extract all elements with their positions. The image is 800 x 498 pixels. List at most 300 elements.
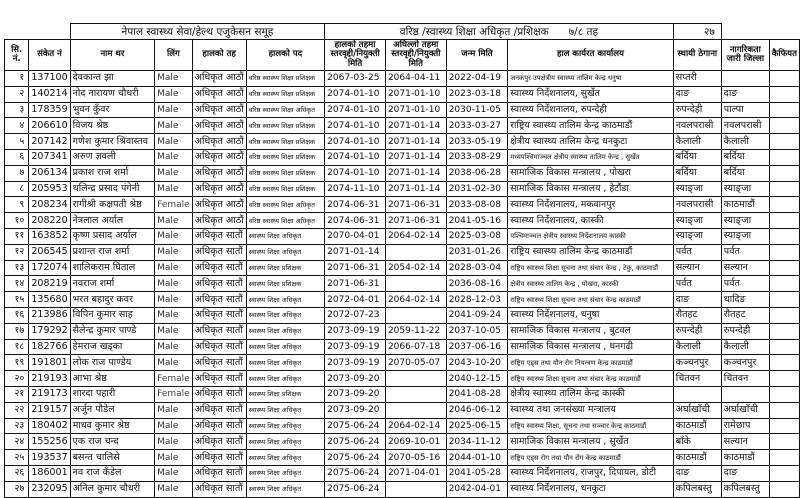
serial-number-cell: २३ <box>5 418 29 434</box>
permanent-address-cell: कैलाली <box>673 339 721 355</box>
permanent-address-cell: कैलाली <box>673 134 721 150</box>
citizenship-district-cell: कैलाली <box>721 134 769 150</box>
code-number-cell: 213986 <box>29 307 70 323</box>
permanent-address-cell: पर्वत <box>673 276 721 292</box>
date-of-birth-cell: 2033-03-27 <box>446 118 508 134</box>
date-of-birth-cell: 2023-03-18 <box>446 86 508 102</box>
citizenship-district-cell: स्याङ्जा <box>721 213 769 229</box>
current-post-cell: वरिष्ठ स्वास्थ्य शिक्षा प्रशिक्षक <box>246 134 324 150</box>
citizenship-district-cell: कञ्चनपुर <box>721 355 769 371</box>
previous-promotion-date-cell <box>385 402 446 418</box>
gender-cell: Male <box>155 213 193 229</box>
employee-name-cell: अनिल कुमार चौधरी <box>70 481 155 497</box>
permanent-address-cell: रौतहट <box>673 307 721 323</box>
date-of-birth-cell: 2034-11-12 <box>446 434 508 450</box>
employee-name-cell: देवकान्त झा <box>70 71 155 87</box>
permanent-address-cell: बर्दिया <box>673 165 721 181</box>
previous-promotion-date-cell: 2070-05-16 <box>385 450 446 466</box>
employee-name-cell: माधव कुमार श्रेष्ठ <box>70 418 155 434</box>
current-promotion-date-cell: 2073-09-20 <box>325 371 386 387</box>
code-number-cell: 163852 <box>29 228 70 244</box>
remarks-cell <box>769 465 799 481</box>
date-of-birth-cell: 2028-03-04 <box>446 260 508 276</box>
current-promotion-date-cell: 2074-11-10 <box>325 181 386 197</box>
table-row <box>5 260 800 276</box>
gender-cell: Male <box>155 149 193 165</box>
citizenship-district-cell: दाङ <box>721 86 769 102</box>
code-number-cell: 219193 <box>29 371 70 387</box>
current-promotion-date-cell: 2071-06-31 <box>325 276 386 292</box>
date-of-birth-cell: 2041-05-16 <box>446 213 508 229</box>
current-level-cell: अधिकृत सातौं <box>192 355 246 371</box>
header-current-promotion-date: हालको तहमा स्तरवृद्दी/नियुक्ती मिति <box>325 40 386 71</box>
current-office-cell: राष्ट्रिय स्वास्थ्य तालिम केन्द्र काठमाडौं <box>508 244 674 260</box>
current-post-cell: स्वास्थ्य शिक्षा प्रशिक्षक <box>246 276 324 292</box>
table-row <box>5 149 800 165</box>
employee-name-cell: शालिकराम घिताल <box>70 260 155 276</box>
table-row <box>5 402 800 418</box>
remarks-cell <box>769 165 799 181</box>
previous-promotion-date-cell: 2066-07-18 <box>385 339 446 355</box>
code-number-cell: 193537 <box>29 450 70 466</box>
permanent-address-cell: कपिलबस्तु <box>673 481 721 497</box>
current-post-cell: स्वास्थ्य शिक्षा प्रशिक्षक <box>246 386 324 402</box>
current-promotion-date-cell: 2074-01-10 <box>325 134 386 150</box>
employee-name-cell: एक राज चन्द <box>70 434 155 450</box>
current-level-cell: अधिकृत आठौं <box>192 118 246 134</box>
gender-cell: Male <box>155 228 193 244</box>
current-promotion-date-cell: 2074-01-10 <box>325 149 386 165</box>
code-number-cell: 219157 <box>29 402 70 418</box>
table-row <box>5 481 800 497</box>
remarks-cell <box>769 371 799 387</box>
code-number-cell: 207341 <box>29 149 70 165</box>
permanent-address-cell: रुपन्देही <box>673 102 721 118</box>
service-group-title: नेपाल स्वास्थ्य सेवा/हेल्थ एजुकेसन समूह <box>70 24 325 40</box>
table-row <box>5 339 800 355</box>
previous-promotion-date-cell: 2071-01-10 <box>385 102 446 118</box>
table-row <box>5 102 800 118</box>
current-promotion-date-cell: 2074-06-31 <box>325 213 386 229</box>
table-row <box>5 118 800 134</box>
code-number-cell: 172074 <box>29 260 70 276</box>
employee-name-cell: नव राज कँडेल <box>70 465 155 481</box>
current-promotion-date-cell: 2073-09-19 <box>325 323 386 339</box>
gender-cell: Male <box>155 134 193 150</box>
employee-name-cell: बसन्त चालिसे <box>70 450 155 466</box>
employee-name-cell: भरत बहादुर कवर <box>70 292 155 308</box>
current-office-cell: राष्ट्रिय स्वास्थ्य तालिम केन्द्र काठमाडौं <box>508 118 674 134</box>
current-promotion-date-cell: 2074-01-10 <box>325 86 386 102</box>
code-number-cell: 206610 <box>29 118 70 134</box>
date-of-birth-cell: 2041-08-28 <box>446 386 508 402</box>
citizenship-district-cell: काठमाडौं <box>721 450 769 466</box>
citizenship-district-cell: धादिङ <box>721 292 769 308</box>
serial-number-cell: १ <box>5 71 29 87</box>
serial-number-cell: १५ <box>5 292 29 308</box>
citizenship-district-cell: दाङ <box>721 465 769 481</box>
serial-number-cell: २१ <box>5 386 29 402</box>
employee-name-cell: कृष्ण प्रसाद अर्याल <box>70 228 155 244</box>
table-row <box>5 213 800 229</box>
current-office-cell: स्वास्थ्य निर्देशनालय, धनकुटा <box>508 481 674 497</box>
serial-number-cell: २५ <box>5 450 29 466</box>
previous-promotion-date-cell <box>385 307 446 323</box>
citizenship-district-cell: सल्यान <box>721 260 769 276</box>
code-number-cell: 186001 <box>29 465 70 481</box>
remarks-cell <box>769 213 799 229</box>
employee-name-cell: थलिन्द्र प्रसाद पंगेनी <box>70 181 155 197</box>
title-row <box>5 24 800 40</box>
table-row <box>5 323 800 339</box>
header-row <box>5 40 800 71</box>
current-post-cell: स्वास्थ्य शिक्षा अधिकृत <box>246 323 324 339</box>
header-sn: सि. नं. <box>5 40 29 71</box>
previous-promotion-date-cell: 2071-01-10 <box>385 86 446 102</box>
current-office-cell: राष्ट्रिय स्वास्थ्य शिक्षा सूचना तथा संचार केन्द्र काठमाडौं <box>508 292 674 308</box>
gender-cell: Male <box>155 71 193 87</box>
serial-number-cell: ३ <box>5 102 29 118</box>
permanent-address-cell: दाङ <box>673 86 721 102</box>
current-office-cell: स्वास्थ्य निर्देशनालय, मकवानपुर <box>508 197 674 213</box>
permanent-address-cell: काठमाडौं <box>673 450 721 466</box>
serial-number-cell: १८ <box>5 339 29 355</box>
code-number-cell: 219173 <box>29 386 70 402</box>
gender-cell: Male <box>155 355 193 371</box>
employee-name-cell: विपिन कुमार साह <box>70 307 155 323</box>
current-post-cell: स्वास्थ्य शिक्षा अधिकृत <box>246 228 324 244</box>
permanent-address-cell: काठमाडौं <box>673 418 721 434</box>
current-promotion-date-cell: 2075-06-24 <box>325 450 386 466</box>
current-level-cell: अधिकृत आठौं <box>192 134 246 150</box>
permanent-address-cell: बर्दिया <box>673 149 721 165</box>
date-of-birth-cell: 2025-06-15 <box>446 418 508 434</box>
previous-promotion-date-cell <box>385 371 446 387</box>
current-promotion-date-cell: 2073-09-19 <box>325 355 386 371</box>
remarks-cell <box>769 402 799 418</box>
citizenship-district-cell: स्याङ्जा <box>721 228 769 244</box>
employee-name-cell: अर्जुन पौडेल <box>70 402 155 418</box>
table-row <box>5 86 800 102</box>
gender-cell: Male <box>155 481 193 497</box>
serial-number-cell: १० <box>5 213 29 229</box>
previous-promotion-date-cell <box>385 244 446 260</box>
current-post-cell: स्वास्थ्य शिक्षा अधिकृत <box>246 292 324 308</box>
current-office-cell: स्वास्थ्य निर्देशनालय, सुर्खेत <box>508 86 674 102</box>
employee-name-cell: प्रशान्त राज शर्मा <box>70 244 155 260</box>
serial-number-cell: २० <box>5 371 29 387</box>
remarks-cell <box>769 102 799 118</box>
current-office-cell: सामाजिक विकास मन्त्रालय , पोखरा <box>508 165 674 181</box>
table-row <box>5 434 800 450</box>
date-of-birth-cell: 2044-01-10 <box>446 450 508 466</box>
current-level-cell: अधिकृत सातौं <box>192 244 246 260</box>
header-name: नाम थर <box>70 40 155 71</box>
code-number-cell: 207142 <box>29 134 70 150</box>
serial-number-cell: २ <box>5 86 29 102</box>
citizenship-district-cell: सल्यान <box>721 434 769 450</box>
date-of-birth-cell: 2028-12-03 <box>446 292 508 308</box>
current-level-cell: अधिकृत आठौं <box>192 197 246 213</box>
current-promotion-date-cell: 2075-06-24 <box>325 434 386 450</box>
current-level-cell: अधिकृत सातौं <box>192 434 246 450</box>
current-level-cell: अधिकृत सातौं <box>192 323 246 339</box>
date-of-birth-cell: 2042-04-01 <box>446 481 508 497</box>
remarks-cell <box>769 149 799 165</box>
remarks-cell <box>769 434 799 450</box>
current-post-cell: वरिष्ठ स्वास्थ्य शिक्षा प्रशिक्षक <box>246 149 324 165</box>
current-promotion-date-cell: 2071-01-14 <box>325 244 386 260</box>
previous-promotion-date-cell: 2071-06-31 <box>385 213 446 229</box>
code-number-cell: 208234 <box>29 197 70 213</box>
remarks-cell <box>769 292 799 308</box>
current-post-cell: स्वास्थ्य शिक्षा अधिकृत <box>246 402 324 418</box>
current-post-cell: वरिष्ठ स्वास्थ्य शिक्षा अधिकृत <box>246 213 324 229</box>
previous-promotion-date-cell: 2071-01-14 <box>385 165 446 181</box>
header-previous-promotion-date: अघिल्लो तहमा स्तरवृद्दी/नियुक्ती मिति <box>385 40 446 71</box>
citizenship-district-cell: चितवन <box>721 371 769 387</box>
current-promotion-date-cell: 2074-01-10 <box>325 118 386 134</box>
current-post-cell: स्वास्थ्य शिक्षा अधिकृत <box>246 481 324 497</box>
employee-name-cell: नोद नारायण चौधरी <box>70 86 155 102</box>
current-post-cell: स्वास्थ्य शिक्षा अधिकृत <box>246 465 324 481</box>
date-of-birth-cell: 2038-06-28 <box>446 165 508 181</box>
permanent-address-cell: दाङ <box>673 465 721 481</box>
current-office-cell: सामाजिक विकास मन्त्रालय , हेटौंडा <box>508 181 674 197</box>
gender-cell: Male <box>155 465 193 481</box>
table-row <box>5 450 800 466</box>
current-level-cell: अधिकृत आठौं <box>192 213 246 229</box>
table-row <box>5 134 800 150</box>
permanent-address-cell: नवलपरासी <box>673 197 721 213</box>
employee-name-cell: शारदा पहारी <box>70 386 155 402</box>
current-promotion-date-cell: 2073-09-20 <box>325 402 386 418</box>
current-office-cell: मध्यपश्चिमाञ्चल क्षेत्रीय स्वास्थ्य तालिम केन्द्र , सुर्खेत <box>508 149 674 165</box>
current-office-cell: राष्ट्रिय स्वास्थ्य शिक्षा, सूचना तथा सञ्चार केन्द्र काठमाडौं <box>508 418 674 434</box>
remarks-cell <box>769 181 799 197</box>
header-office: हाल कार्यरत कार्यालय <box>508 40 674 71</box>
current-promotion-date-cell: 2075-06-24 <box>325 418 386 434</box>
header-gender: लिंग <box>155 40 193 71</box>
citizenship-district-cell: काठमाडौं <box>721 197 769 213</box>
previous-promotion-date-cell: 2071-06-31 <box>385 197 446 213</box>
date-of-birth-cell: 2040-12-15 <box>446 371 508 387</box>
gender-cell: Male <box>155 165 193 181</box>
total-count: २७ <box>673 24 721 40</box>
citizenship-district-cell: पर्वत <box>721 276 769 292</box>
current-office-cell: स्वास्थ्य निर्देशनालय, राजपुर, दिपायल, डोटी <box>508 465 674 481</box>
remarks-cell <box>769 276 799 292</box>
permanent-address-cell: स्याङ्जा <box>673 228 721 244</box>
current-office-cell: स्वास्थ्य निर्देशनालय, धनुषा <box>508 307 674 323</box>
header-permanent-address: स्थायी ठेगाना <box>673 40 721 71</box>
current-promotion-date-cell: 2072-07-23 <box>325 307 386 323</box>
gender-cell: Female <box>155 197 193 213</box>
header-remarks: कैफियत <box>769 40 799 71</box>
current-post-cell: वरिष्ठ स्वास्थ्य शिक्षा प्रशिक्षक <box>246 181 324 197</box>
citizenship-district-cell: रामेछाप <box>721 418 769 434</box>
citizenship-district-cell: कपिलबस्तु <box>721 481 769 497</box>
current-level-cell: अधिकृत सातौं <box>192 260 246 276</box>
remarks-cell <box>769 418 799 434</box>
current-level-cell: अधिकृत आठौं <box>192 102 246 118</box>
date-of-birth-cell: 2031-01-26 <box>446 244 508 260</box>
citizenship-district-cell: पाल्पा <box>721 102 769 118</box>
code-number-cell: 208220 <box>29 213 70 229</box>
table-row <box>5 418 800 434</box>
citizenship-district-cell: पर्वत <box>721 244 769 260</box>
citizenship-district-cell <box>721 386 769 402</box>
current-level-cell: अधिकृत सातौं <box>192 339 246 355</box>
remarks-cell <box>769 228 799 244</box>
gender-cell: Male <box>155 244 193 260</box>
citizenship-district-cell: अर्घाखाँची <box>721 402 769 418</box>
current-level-cell: अधिकृत सातौं <box>192 307 246 323</box>
remarks-cell <box>769 244 799 260</box>
current-post-cell: वरिष्ठ स्वास्थ्य शिक्षा प्रशिक्षक <box>246 71 324 87</box>
previous-promotion-date-cell: 2071-01-14 <box>385 118 446 134</box>
serial-number-cell: १६ <box>5 307 29 323</box>
current-office-cell: राष्ट्रिय स्वास्थ्य शिक्षा सूचना तथा संचार केन्द्र , टेकु, काठमाडौं <box>508 260 674 276</box>
permanent-address-cell: पर्वत <box>673 244 721 260</box>
gender-cell: Male <box>155 434 193 450</box>
gender-cell: Male <box>155 307 193 323</box>
table-row <box>5 276 800 292</box>
current-office-cell: सामाजिक विकास मन्त्रालय , सुर्खेत <box>508 434 674 450</box>
current-promotion-date-cell: 2073-09-19 <box>325 339 386 355</box>
current-post-cell: स्वास्थ्य शिक्षा अधिकृत <box>246 434 324 450</box>
remarks-cell <box>769 339 799 355</box>
table-row <box>5 228 800 244</box>
previous-promotion-date-cell: 2071-01-14 <box>385 134 446 150</box>
current-office-cell: राष्ट्रिय एड्स रोग तथा यौन रोग केन्द्र काठमाडौं <box>508 450 674 466</box>
previous-promotion-date-cell: 2059-11-22 <box>385 323 446 339</box>
table-row <box>5 465 800 481</box>
previous-promotion-date-cell: 2054-02-14 <box>385 260 446 276</box>
table-row <box>5 307 800 323</box>
permanent-address-cell: सल्यान <box>673 260 721 276</box>
current-promotion-date-cell: 2074-01-10 <box>325 102 386 118</box>
previous-promotion-date-cell <box>385 481 446 497</box>
current-office-cell: स्वास्थ्य निर्देशनालय, रुपन्देही <box>508 102 674 118</box>
remarks-cell <box>769 197 799 213</box>
current-office-cell: सामाजिक विकास मन्त्रालय , बुटवल <box>508 323 674 339</box>
serial-number-cell: ५ <box>5 134 29 150</box>
permanent-address-cell: स्याङ्जा <box>673 213 721 229</box>
permanent-address-cell: दाङ <box>673 292 721 308</box>
header-post: हालको पद <box>246 40 324 71</box>
employee-name-cell: नेत्रलाल अर्याल <box>70 213 155 229</box>
gender-cell: Male <box>155 323 193 339</box>
employee-name-cell: लोक राज पाण्डेय <box>70 355 155 371</box>
code-number-cell: 208219 <box>29 276 70 292</box>
citizenship-district-cell: रौतहट <box>721 307 769 323</box>
table-row <box>5 386 800 402</box>
gender-cell: Male <box>155 402 193 418</box>
employee-name-cell: रागीश्री कक्षपती श्रेष्ठ <box>70 197 155 213</box>
permanent-address-cell: रुपन्देही <box>673 323 721 339</box>
current-level-cell: अधिकृत आठौं <box>192 71 246 87</box>
permanent-address-cell: अर्घाखाँची <box>673 402 721 418</box>
serial-number-cell: ८ <box>5 181 29 197</box>
remarks-cell <box>769 355 799 371</box>
code-number-cell: 179292 <box>29 323 70 339</box>
current-level-cell: अधिकृत आठौं <box>192 149 246 165</box>
serial-number-cell: २६ <box>5 465 29 481</box>
serial-number-cell: २७ <box>5 481 29 497</box>
current-office-cell: जनकपुर उपक्षेत्रीय स्वास्थ्य तालिम केन्द्र धनुषा <box>508 71 674 87</box>
gender-cell: Male <box>155 181 193 197</box>
current-level-cell: अधिकृत सातौं <box>192 450 246 466</box>
current-promotion-date-cell: 2074-06-31 <box>325 197 386 213</box>
header-level: हालको तह <box>192 40 246 71</box>
current-promotion-date-cell: 2071-06-31 <box>325 260 386 276</box>
previous-promotion-date-cell: 2064-02-14 <box>385 292 446 308</box>
date-of-birth-cell: 2037-06-16 <box>446 339 508 355</box>
serial-number-cell: ७ <box>5 165 29 181</box>
permanent-address-cell: चितवन <box>673 371 721 387</box>
serial-number-cell: ६ <box>5 149 29 165</box>
previous-promotion-date-cell: 2064-04-11 <box>385 71 446 87</box>
code-number-cell: 178359 <box>29 102 70 118</box>
header-citizenship-district: नागरिकता जारी जिल्ला <box>721 40 769 71</box>
current-promotion-date-cell: 2075-06-24 <box>325 481 386 497</box>
current-post-cell: वरिष्ठ स्वास्थ्य शिक्षा अधिकृत <box>246 197 324 213</box>
table-row <box>5 371 800 387</box>
current-level-cell: अधिकृत सातौं <box>192 371 246 387</box>
employee-name-cell: विजय श्रेष्ठ <box>70 118 155 134</box>
employee-name-cell: हेमराज खड्का <box>70 339 155 355</box>
serial-number-cell: ११ <box>5 228 29 244</box>
current-promotion-date-cell: 2074-01-10 <box>325 165 386 181</box>
staff-table <box>4 23 800 498</box>
gender-cell: Male <box>155 276 193 292</box>
current-post-cell: स्वास्थ्य शिक्षा अधिकृत <box>246 355 324 371</box>
current-office-cell: स्वास्थ्य तथा जनसंख्या मन्त्रालय <box>508 402 674 418</box>
current-promotion-date-cell: 2075-06-24 <box>325 465 386 481</box>
gender-cell: Male <box>155 450 193 466</box>
employee-name-cell: अरुण ज्ञवली <box>70 149 155 165</box>
citizenship-district-cell <box>721 71 769 87</box>
date-of-birth-cell: 2041-09-24 <box>446 307 508 323</box>
gender-cell: Male <box>155 292 193 308</box>
table-row <box>5 292 800 308</box>
header-dob: जन्म मिति <box>446 40 508 71</box>
code-number-cell: 206545 <box>29 244 70 260</box>
gender-cell: Male <box>155 339 193 355</box>
citizenship-district-cell: स्याङ्जा <box>721 181 769 197</box>
code-number-cell: 205953 <box>29 181 70 197</box>
gender-cell: Male <box>155 418 193 434</box>
table-row <box>5 181 800 197</box>
current-level-cell: अधिकृत आठौं <box>192 165 246 181</box>
staff-table-container <box>4 23 800 498</box>
gender-cell: Female <box>155 386 193 402</box>
serial-number-cell: २२ <box>5 402 29 418</box>
code-number-cell: 206134 <box>29 165 70 181</box>
current-post-cell: वरिष्ठ स्वास्थ्य शिक्षा प्रशिक्षक <box>246 165 324 181</box>
current-post-cell: स्वास्थ्य शिक्षा अधिकृत <box>246 339 324 355</box>
permanent-address-cell: कञ्चनपुर <box>673 355 721 371</box>
remarks-cell <box>769 386 799 402</box>
previous-promotion-date-cell <box>385 386 446 402</box>
table-row <box>5 71 800 87</box>
remarks-cell <box>769 71 799 87</box>
current-post-cell: स्वास्थ्य शिक्षा प्रशिक्षक <box>246 260 324 276</box>
citizenship-district-cell: कैलाली <box>721 339 769 355</box>
date-of-birth-cell: 2033-08-08 <box>446 197 508 213</box>
employee-name-cell: प्रकाश राज शर्मा <box>70 165 155 181</box>
